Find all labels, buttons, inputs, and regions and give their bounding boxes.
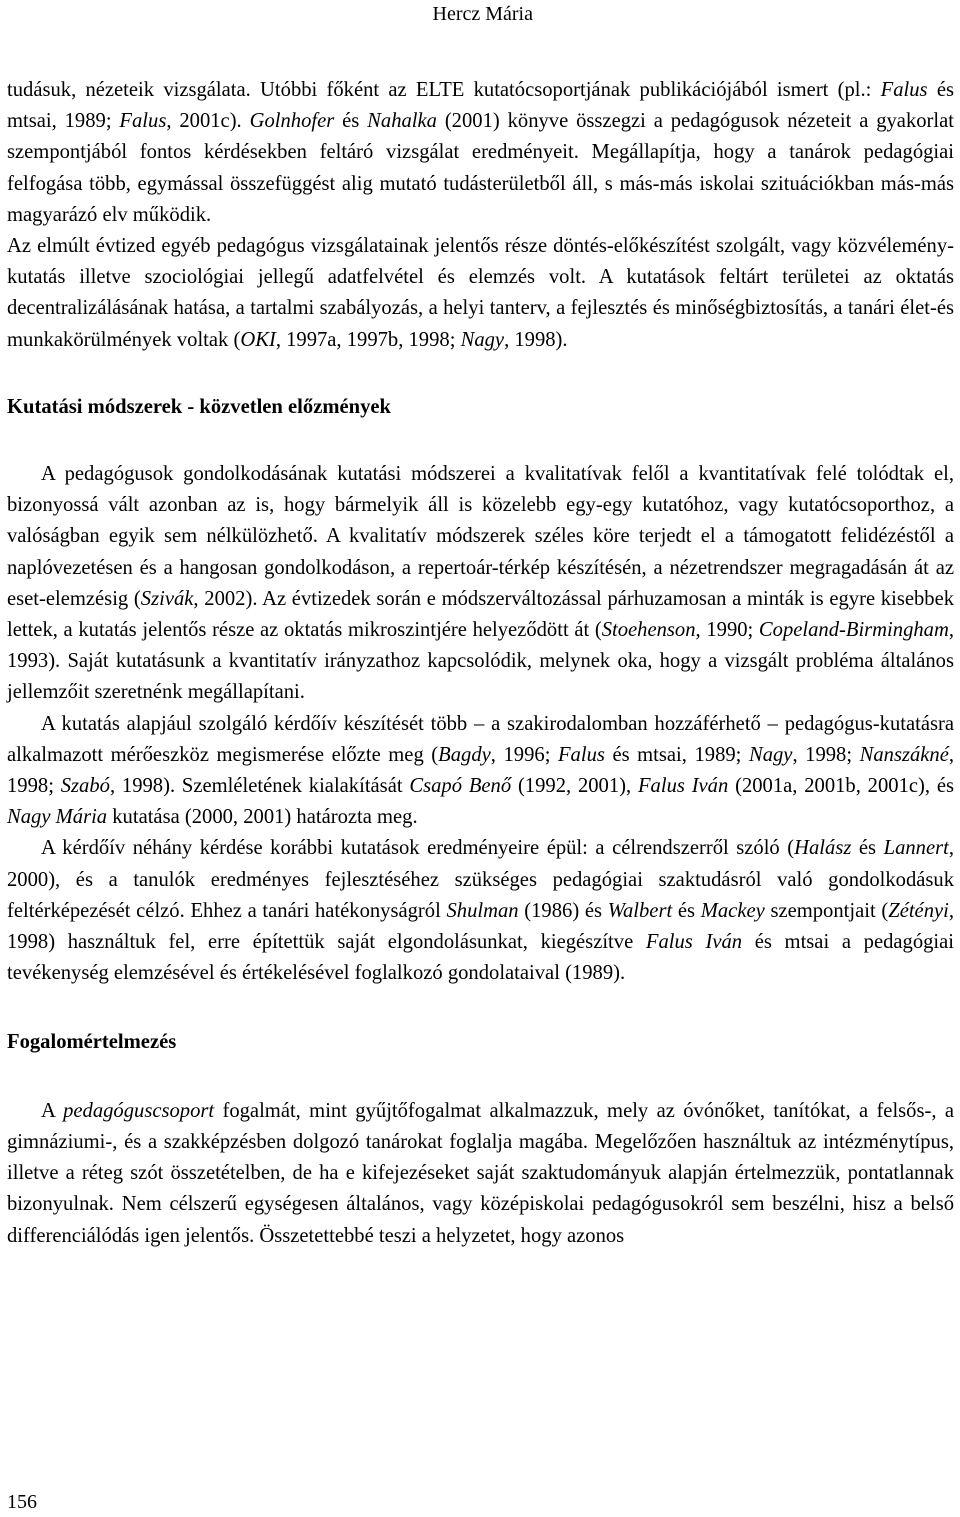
section-heading-concepts: Fogalomértelmezés xyxy=(7,1031,177,1054)
italic-citation: Falus xyxy=(880,79,928,101)
italic-citation: Shulman xyxy=(446,899,519,922)
italic-citation: Stoehenson xyxy=(601,619,696,642)
page-number: 156 xyxy=(7,1491,37,1513)
italic-citation: Zétényi xyxy=(888,899,949,922)
text-run: , 2001c). xyxy=(166,110,250,133)
text-run: és mtsai a pedagógiai tevékenység elemzésével és értékelésével foglalkozó gondolataival (1989). xyxy=(7,931,954,985)
text-run: és mtsai, 1989; xyxy=(7,79,954,133)
section-heading-methods: Kutatási módszerek - közvetlen előzmények xyxy=(7,395,391,418)
italic-citation: OKI xyxy=(240,328,276,351)
text-run: A xyxy=(41,1099,64,1122)
text-run: fogalmát, mint gyűjtőfogalmat alkalmazzuk, mely az óvónőket, tanítókat, a felsős-, a gimnáziumi-, és a szakképzésben dolgozó tanárokat foglalja magába. Megelőzően használtuk az intézménytípus, illetve a réteg szót összetételben, de ha e kifejezéseket saját szaktudományuk alapján értelmezzük, pontatlannak bizonyulnak. Nem célszerű egységesen általános, vagy középiskolai pedagógusokról sem beszélni, hisz a belső differenciálódás igen jelentős. Összetettebbé teszi a helyzetet, hogy azonos xyxy=(7,1099,954,1247)
italic-citation: pedagóguscsoport xyxy=(63,1099,215,1122)
text-run: és xyxy=(672,899,701,922)
italic-citation: Bagdy xyxy=(438,743,491,766)
italic-citation: Nanszákné xyxy=(859,743,949,766)
text-run: és xyxy=(851,837,884,860)
text-run: , 1998) használtuk fel, erre építettük saját elgondolásunkat, kiegészítve xyxy=(7,899,955,954)
text-run: , 2002). Az évtizedek során e módszerváltozással párhuzamosan a minták is egyre kisebbek lettek, a kutatás jelentős része az oktatás mikroszintjére helyeződött át ( xyxy=(7,587,955,642)
paragraph-6 xyxy=(7,1096,954,1252)
text-run: A kutatás alapjául szolgáló kérdőív készítését több – a szakirodalomban hozzáférhető – pedagógus-kutatásra alkalmazott mérőeszköz megismerése előzte meg ( xyxy=(7,712,954,766)
paragraph-4 xyxy=(7,709,954,834)
text-run: (2001) könyve összegzi a pedagógusok nézeteit a gyakorlat szempontjából fontos kérdésekben feltáró vizsgálat eredményeit. Megállapítja, hogy a tanárok pedagógiai felfogása több, egymással összefüggést alig mutató tudásterületből áll, s más-más iskolai szituációkban más-más magyarázó elv működik. xyxy=(7,110,954,226)
text-run: és xyxy=(334,110,368,133)
italic-citation: Copeland-Birmingham xyxy=(758,619,949,642)
italic-citation: Nagy xyxy=(460,328,505,351)
text-run: szempontjait ( xyxy=(764,899,889,922)
text-run: tudásuk, nézeteik vizsgálata. Utóbbi főként az ELTE kutatócsoportjának publikációjából ismert (pl.: xyxy=(7,79,881,101)
text-run: (2001a, 2001b, 2001c), és xyxy=(728,775,954,798)
text-run: Az elmúlt évtized egyéb pedagógus vizsgálatainak jelentős része döntés-előkészítést szolgált, vagy közvélemény-kutatás illetve szociológiai jellegű adatfelvétel és elemzés volt. A kutatások feltárt területei az oktatás decentralizálásának hatása, a tartalmi szabályozás, a helyi tanterv, a fejlesztés és minőségbiztosítás, a tanári élet-és munkakörülmények voltak ( xyxy=(7,235,954,351)
text-run: (1992, 2001), xyxy=(511,775,638,798)
italic-citation: Falus xyxy=(119,110,167,133)
text-run: A pedagógusok gondolkodásának kutatási módszerei a kvalitatívak felől a kvantitatívak felé tolódtak el, bizonyossá vált azonban az is, hogy bármelyik áll is közelebb egy-egy kutatóhoz, vagy kutatócsoporthoz, a valóságban egyik sem nélkülözhető. A kvalitatív módszerek széles köre terjedt el a támogatott felidézéstől a naplóvezetésen és a hangosan gondolkodáson, a repertoár-térkép készítésén, a nézetrendszer megragadásán át az eset-elemzésig ( xyxy=(7,463,954,610)
text-run: , 1998). Szemléletének kialakítását xyxy=(109,775,410,798)
italic-citation: Walbert xyxy=(607,899,673,922)
italic-citation: Falus Iván xyxy=(645,931,743,954)
text-run: , 1998). xyxy=(504,328,568,351)
italic-citation: Szabó xyxy=(60,775,110,798)
paragraph-5 xyxy=(7,833,954,989)
italic-citation: Mackey xyxy=(700,899,765,922)
text-run: , 1993). Saját kutatásunk a kvantitatív irányzathoz kapcsolódik, melynek oka, hogy a vizsgált probléma általános jellemzőit szeretnénk megállapítani. xyxy=(7,619,954,704)
page-body xyxy=(7,75,954,1252)
paragraph-1 xyxy=(7,75,954,231)
italic-citation: Csapó Benő xyxy=(409,775,512,798)
text-run: , 2000), és a tanulók eredményes fejlesztéséhez szükséges pedagógiai szaktudásról való gondolkodásuk feltérképezését célzó. Ehhez a tanári hatékonyságról xyxy=(7,837,954,922)
italic-citation: Halász xyxy=(794,837,852,860)
text-run: , 1998; xyxy=(792,743,860,766)
text-run: A kérdőív néhány kérdése korábbi kutatások eredményeire épül: a célrendszerről szóló ( xyxy=(41,837,795,860)
text-run: , 1990; xyxy=(695,619,759,642)
italic-citation: Nagy xyxy=(748,743,793,766)
paragraph-2 xyxy=(7,231,954,356)
italic-citation: Nahalka xyxy=(367,110,437,133)
text-run: és mtsai, 1989; xyxy=(604,743,749,766)
italic-citation: Szivák xyxy=(140,587,194,610)
text-run: , 1996; xyxy=(490,743,558,766)
text-run: , 1997a, 1997b, 1998; xyxy=(275,328,461,351)
italic-citation: Lannert xyxy=(883,837,949,860)
paragraph-3 xyxy=(7,459,954,709)
text-run: , 1998; xyxy=(7,743,954,798)
italic-citation: Falus xyxy=(557,743,605,766)
text-run: (1986) és xyxy=(518,899,608,922)
italic-citation: Nagy Mária xyxy=(7,806,108,829)
italic-citation: Golnhofer xyxy=(249,110,335,133)
running-header: Hercz Mária xyxy=(432,3,533,25)
italic-citation: Falus Iván xyxy=(637,775,729,798)
text-run: kutatása (2000, 2001) határozta meg. xyxy=(107,806,418,829)
